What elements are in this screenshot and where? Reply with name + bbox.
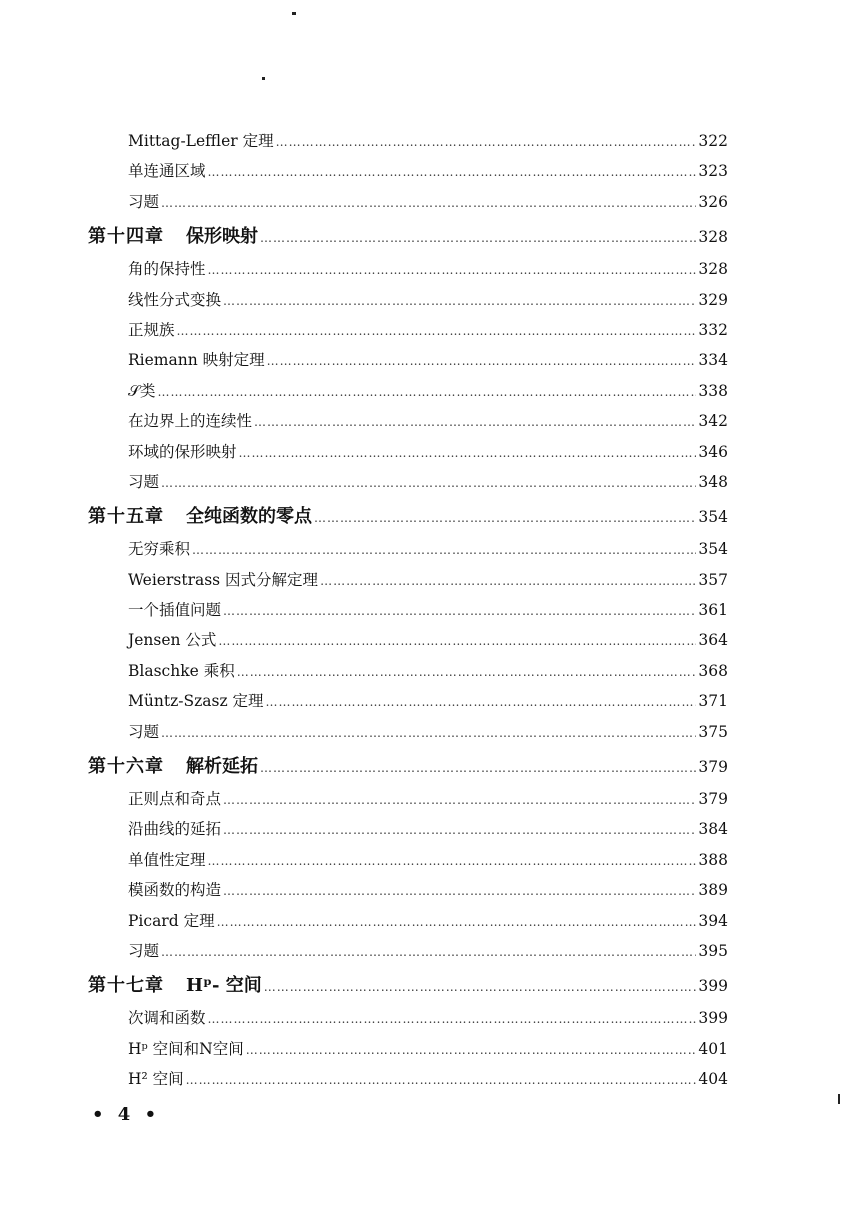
dot-leader <box>260 751 696 785</box>
dot-leader <box>266 687 697 717</box>
toc-chapter-number: 第十五章 <box>88 506 164 528</box>
toc-page-number: 348 <box>698 472 728 491</box>
toc-section-row <box>88 717 728 747</box>
toc-chapter-title: 保形映射 <box>186 226 258 248</box>
toc-page-number: 328 <box>698 260 728 279</box>
dot-leader <box>223 596 696 626</box>
toc-page-number: 342 <box>698 412 728 431</box>
toc-section-row <box>88 285 728 315</box>
toc-section-label: Picard 定理 <box>128 911 215 930</box>
dot-leader <box>223 785 696 815</box>
toc-page-number: 394 <box>698 911 728 930</box>
dot-leader <box>161 718 696 748</box>
toc-section-label: 环域的保形映射 <box>128 442 237 461</box>
toc-section-label: 正则点和奇点 <box>128 790 222 809</box>
dot-leader <box>223 876 696 906</box>
toc-chapter-heading <box>88 750 258 784</box>
toc-page-number: 375 <box>698 722 728 741</box>
toc-section-row <box>88 187 728 217</box>
toc-section-label: 模函数的构造 <box>128 881 222 900</box>
toc-section-row <box>88 315 728 345</box>
toc-page-number: 399 <box>698 1009 728 1028</box>
toc-section-row <box>88 406 728 436</box>
toc-page-number: 388 <box>698 850 728 869</box>
dot-leader <box>264 970 697 1004</box>
dot-leader <box>254 407 696 437</box>
toc-page-number: 404 <box>698 1070 728 1089</box>
toc-section-label: 习题 <box>128 722 160 741</box>
toc-page-number: 338 <box>698 381 728 400</box>
toc-section-label: 习题 <box>128 472 160 491</box>
dot-leader <box>314 501 696 535</box>
scan-speck <box>838 1094 840 1104</box>
dot-leader <box>320 566 696 596</box>
dot-leader <box>161 188 696 218</box>
toc-chapter-heading <box>88 500 312 534</box>
toc-section-label: 在边界上的连续性 <box>128 412 253 431</box>
toc-page-number: 346 <box>698 442 728 461</box>
toc-chapter-row <box>88 500 728 534</box>
toc-section-label: 单值性定理 <box>128 850 206 869</box>
toc-page-number: 389 <box>698 881 728 900</box>
toc-section-label: 正规族 <box>128 320 175 339</box>
toc-section-label: 单连通区域 <box>128 162 206 181</box>
toc-chapter-number: 第十四章 <box>88 226 164 248</box>
toc-section-row <box>88 595 728 625</box>
toc-section-row <box>88 254 728 284</box>
toc-section-row <box>88 126 728 156</box>
page-number: • 4 • <box>92 1104 161 1125</box>
toc-section-label: 习题 <box>128 192 160 211</box>
toc-section-row <box>88 1064 728 1094</box>
toc-page-number: 379 <box>698 790 728 809</box>
dot-leader <box>158 377 697 407</box>
dot-leader <box>208 846 697 876</box>
toc-section-label: Weierstrass 因式分解定理 <box>128 570 319 589</box>
toc-page-number: 399 <box>698 977 728 996</box>
toc-page-number: 326 <box>698 192 728 211</box>
toc-chapter-title: Hᵖ- 空间 <box>186 975 262 997</box>
toc-page-number: 395 <box>698 941 728 960</box>
toc-section-row <box>88 814 728 844</box>
toc-section-label: 一个插值问题 <box>128 601 222 620</box>
toc-section-row <box>88 156 728 186</box>
toc-page-number: 323 <box>698 162 728 181</box>
dot-leader <box>218 626 696 656</box>
toc-section-row <box>88 906 728 936</box>
toc-chapter-row <box>88 969 728 1003</box>
toc-page-number: 371 <box>698 692 728 711</box>
toc-chapter-number: 第十七章 <box>88 975 164 997</box>
toc-chapter-title: 解析延拓 <box>186 756 258 778</box>
dot-leader <box>217 907 697 937</box>
toc-section-row <box>88 565 728 595</box>
toc-section-label: 次调和函数 <box>128 1009 206 1028</box>
table-of-contents <box>88 126 728 1095</box>
toc-section-row <box>88 686 728 716</box>
toc-page-number: 329 <box>698 290 728 309</box>
toc-section-label: Müntz-Szasz 定理 <box>128 692 264 711</box>
toc-section-row <box>88 784 728 814</box>
toc-section-label: 角的保持性 <box>128 260 206 279</box>
toc-section-label: Hᵖ 空间和N空间 <box>128 1039 244 1058</box>
dot-leader <box>208 255 697 285</box>
toc-section-row <box>88 1034 728 1064</box>
toc-page-number: 328 <box>698 228 728 247</box>
toc-page-number: 334 <box>698 351 728 370</box>
toc-section-row <box>88 534 728 564</box>
toc-chapter-row <box>88 220 728 254</box>
toc-section-label: Jensen 公式 <box>128 631 217 650</box>
toc-page-number: 401 <box>698 1039 728 1058</box>
toc-section-row <box>88 845 728 875</box>
dot-leader <box>208 1004 697 1034</box>
toc-section-row <box>88 467 728 497</box>
toc-section-row <box>88 376 728 406</box>
dot-leader <box>223 286 696 316</box>
toc-section-row <box>88 625 728 655</box>
dot-leader <box>223 815 696 845</box>
toc-page-number: 354 <box>698 508 728 527</box>
dot-leader <box>267 346 697 376</box>
toc-page-number: 379 <box>698 758 728 777</box>
toc-chapter-number: 第十六章 <box>88 756 164 778</box>
toc-chapter-heading <box>88 969 262 1003</box>
toc-section-row <box>88 656 728 686</box>
scan-speck <box>292 12 296 15</box>
toc-page-number: 361 <box>698 601 728 620</box>
toc-page-number: 368 <box>698 661 728 680</box>
toc-chapter-heading <box>88 220 258 254</box>
dot-leader <box>260 221 696 255</box>
toc-section-label: 𝒮类 <box>128 381 156 400</box>
dot-leader <box>186 1065 697 1095</box>
dot-leader <box>177 316 697 346</box>
dot-leader <box>208 157 697 187</box>
toc-page-number: 354 <box>698 540 728 559</box>
toc-section-row <box>88 345 728 375</box>
dot-leader <box>192 535 696 565</box>
dot-leader <box>246 1035 697 1065</box>
toc-section-label: Blaschke 乘积 <box>128 661 235 680</box>
toc-section-row <box>88 437 728 467</box>
dot-leader <box>161 468 696 498</box>
toc-page-number: 332 <box>698 320 728 339</box>
toc-section-label: Mittag-Leffler 定理 <box>128 132 274 150</box>
dot-leader <box>239 438 697 468</box>
toc-chapter-title: 全纯函数的零点 <box>186 506 312 528</box>
toc-chapter-row <box>88 750 728 784</box>
toc-page-number: 384 <box>698 820 728 839</box>
toc-page-number: 357 <box>698 570 728 589</box>
toc-section-label: H² 空间 <box>128 1070 184 1089</box>
toc-section-row <box>88 936 728 966</box>
toc-section-row <box>88 1003 728 1033</box>
dot-leader <box>237 657 697 687</box>
toc-section-label: 沿曲线的延拓 <box>128 820 222 839</box>
dot-leader <box>276 127 697 157</box>
toc-page-number: 322 <box>698 132 728 150</box>
toc-section-label: 习题 <box>128 941 160 960</box>
dot-leader <box>161 937 696 967</box>
toc-section-row <box>88 875 728 905</box>
toc-section-label: Riemann 映射定理 <box>128 351 265 370</box>
scan-speck <box>262 77 265 80</box>
toc-page-number: 364 <box>698 631 728 650</box>
toc-section-label: 无穷乘积 <box>128 540 191 559</box>
toc-section-label: 线性分式变换 <box>128 290 222 309</box>
